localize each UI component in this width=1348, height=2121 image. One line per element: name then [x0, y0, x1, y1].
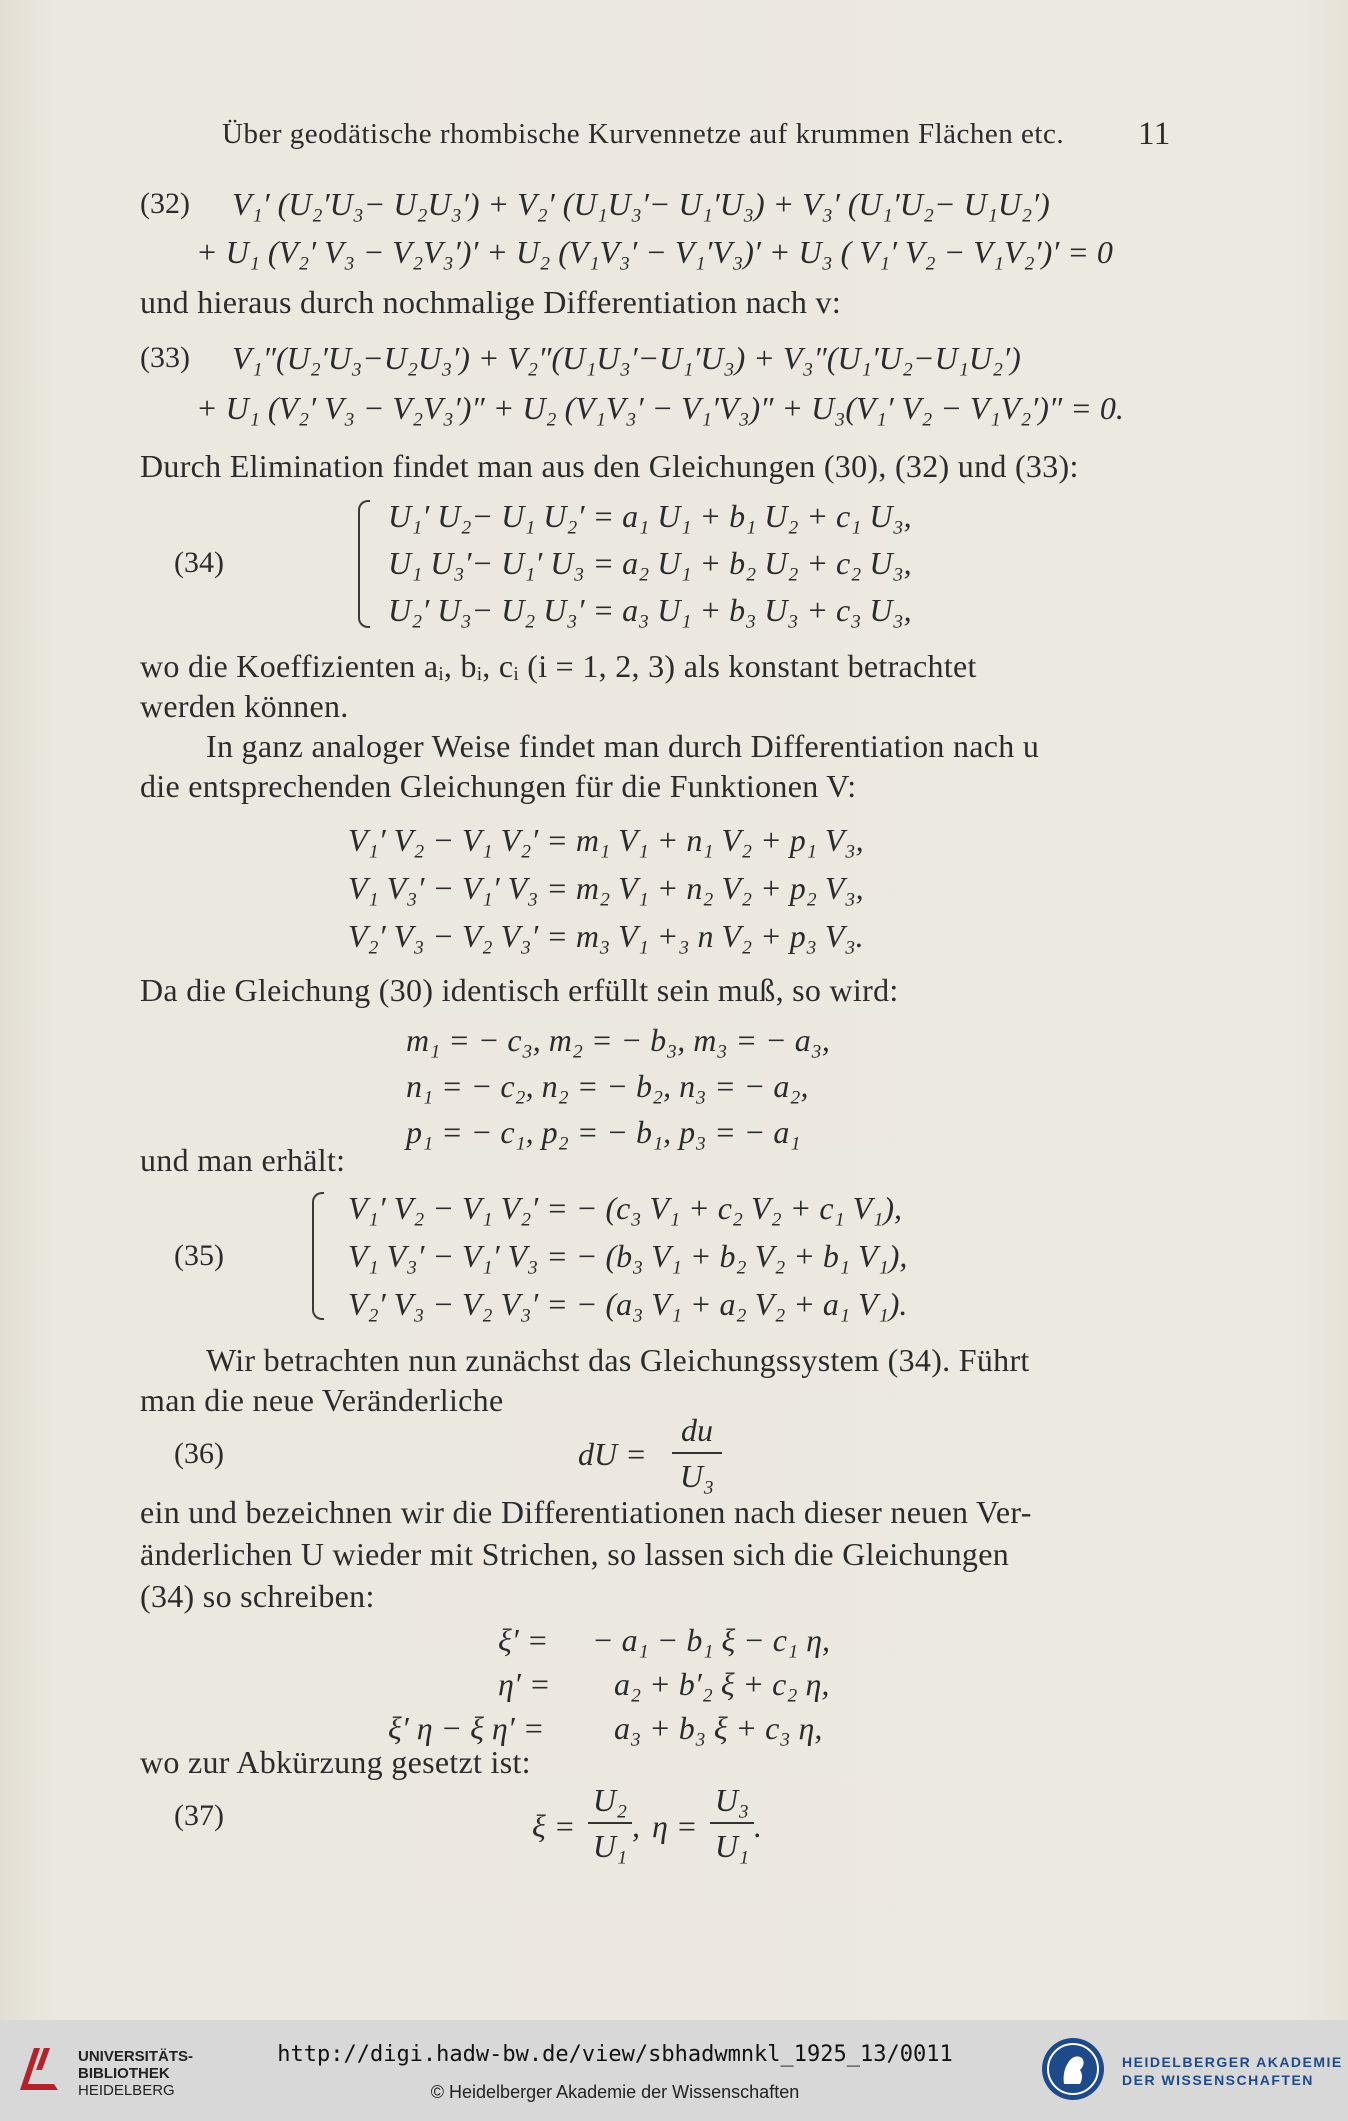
fraction-denominator: U₁: [592, 1828, 628, 1864]
paragraph-text: Da die Gleichung (30) identisch erfüllt sein muß, so wird:: [140, 972, 899, 1008]
equation-mnp-row-2: n₁ = − c₂, n₂ = − b₂, n₃ = − a₂,: [406, 1068, 809, 1104]
page-number: 11: [1138, 116, 1171, 152]
library-name-line: UNIVERSITÄTS-: [78, 2048, 194, 2065]
equation-xi-row-2-lhs: η′ =: [498, 1666, 551, 1702]
paragraph-text: und man erhält:: [140, 1142, 346, 1178]
paragraph-text: die entsprechenden Gleichungen für die Funktionen V:: [140, 768, 857, 804]
running-title: Über geodätische rhombische Kurvennetze auf krummen Flächen etc.: [222, 118, 1065, 150]
equation-35-row-3: V₂′ V₃ − V₂ V₃′ = − (a₃ V₁ + a₂ V₂ + a₁ V₁).: [348, 1286, 908, 1322]
paragraph-text: (34) so schreiben:: [140, 1578, 375, 1614]
paragraph-text: Durch Elimination findet man aus den Gleichungen (30), (32) und (33):: [140, 448, 1079, 484]
fraction-numerator: U₂: [592, 1782, 628, 1818]
university-library-logo-icon: [14, 2040, 66, 2098]
equation-37-end: .: [754, 1808, 762, 1844]
fraction-denominator: U₁: [714, 1828, 750, 1864]
equation-xi-row-2-rhs: a₂ + b′₂ ξ + c₂ η,: [614, 1666, 830, 1702]
university-library-name: [78, 2048, 193, 2099]
academy-name: [1122, 2053, 1343, 2089]
equation-number-37: (37): [174, 1799, 224, 1832]
equation-xi-row-1-rhs: − a₁ − b₁ ξ − c₁ η,: [592, 1622, 830, 1658]
equation-32-line-1: V₁′ (U₂′U₃− U₂U₃′) + V₂′ (U₁U₃′− U₁′U₃) + V₃′ (U₁′U₂− U₁U₂′): [232, 186, 1050, 222]
fraction-bar: [710, 1822, 754, 1824]
equation-xi-row-1-lhs: ξ′ =: [498, 1622, 549, 1658]
paragraph-text: Wir betrachten nun zunächst das Gleichungssystem (34). Führt: [206, 1342, 1030, 1378]
paragraph-text: In ganz analoger Weise findet man durch Differentiation nach u: [206, 728, 1040, 764]
equation-36-fraction: [672, 1410, 722, 1496]
equation-37-separator: ,: [632, 1808, 640, 1844]
equation-number-35: (35): [174, 1239, 224, 1272]
paragraph-text: wo zur Abkürzung gesetzt ist:: [140, 1744, 531, 1780]
copyright-notice: © Heidelberger Akademie der Wissenschaften: [430, 2082, 800, 2102]
paragraph-text: werden können.: [140, 688, 349, 724]
library-name-line: HEIDELBERG: [78, 2082, 175, 2099]
equation-37-xi: ξ =: [532, 1808, 576, 1844]
equation-37-xi-fraction: [588, 1780, 632, 1866]
fraction-denominator: U₃: [679, 1458, 715, 1494]
equation-34-row-2: U₁ U₃′− U₁′ U₃ = a₂ U₁ + b₂ U₂ + c₂ U₃,: [388, 545, 912, 581]
equation-33-line-2: + U₁ (V₂′ V₃ − V₂V₃′)″ + U₂ (V₁V₃′ − V₁′V₃)″ + U₃(V₁′ V₂ − V₁V₂′)″ = 0.: [196, 390, 1124, 426]
paragraph-text: änderlichen U wieder mit Strichen, so lassen sich die Gleichungen: [140, 1536, 1010, 1572]
academy-name-line: HEIDELBERGER AKADEMIE: [1122, 2054, 1343, 2070]
paragraph-text: wo die Koeffizienten aᵢ, bᵢ, cᵢ (i = 1, 2, 3) als konstant betrachtet: [140, 648, 977, 684]
library-name-line: BIBLIOTHEK: [78, 2065, 170, 2082]
equation-v-row-2: V₁ V₃′ − V₁′ V₃ = m₂ V₁ + n₂ V₂ + p₂ V₃,: [348, 870, 864, 906]
footer-bar: [0, 2020, 1348, 2121]
left-brace: [312, 1192, 324, 1320]
fraction-numerator: U₃: [714, 1782, 750, 1818]
equation-35-row-1: V₁′ V₂ − V₁ V₂′ = − (c₃ V₁ + c₂ V₂ + c₁ V₁),: [348, 1190, 902, 1226]
equation-37-eta-fraction: [710, 1780, 754, 1866]
equation-number-36: (36): [174, 1437, 224, 1470]
paragraph-text: ein und bezeichnen wir die Differentiationen nach dieser neuen Ver-: [140, 1494, 1032, 1530]
equation-xi-row-3-rhs: a₃ + b₃ ξ + c₃ η,: [614, 1710, 823, 1746]
equation-mnp-row-3: p₁ = − c₁, p₂ = − b₁, p₃ = − a₁: [406, 1114, 801, 1150]
equation-33-line-1: V₁″(U₂′U₃−U₂U₃′) + V₂″(U₁U₃′−U₁′U₃) + V₃″(U₁′U₂−U₁U₂′): [232, 340, 1021, 376]
document-url-link[interactable]: http://digi.hadw-bw.de/view/sbhadwmnkl_1925_13/0011: [277, 2042, 953, 2067]
equation-36-lhs: dU =: [578, 1436, 647, 1472]
equation-35-row-2: V₁ V₃′ − V₁′ V₃ = − (b₃ V₁ + b₂ V₂ + b₁ V₁),: [348, 1238, 908, 1274]
fraction-numerator: du: [681, 1412, 713, 1448]
paragraph-text: man die neue Veränderliche: [140, 1382, 504, 1418]
fraction-bar: [588, 1822, 632, 1824]
equation-xi-row-3-lhs: ξ′ η − ξ η′ =: [388, 1710, 545, 1746]
academy-seal-icon: [1040, 2036, 1106, 2102]
equation-number-32: (32): [140, 187, 190, 220]
equation-34-row-1: U₁′ U₂− U₁ U₂′ = a₁ U₁ + b₁ U₂ + c₁ U₃,: [388, 498, 912, 534]
equation-32-line-2: + U₁ (V₂′ V₃ − V₂V₃′)′ + U₂ (V₁V₃′ − V₁′V₃)′ + U₃ ( V₁′ V₂ − V₁V₂′)′ = 0: [196, 234, 1113, 270]
paragraph-text: und hieraus durch nochmalige Differentiation nach v:: [140, 284, 842, 320]
equation-34-row-3: U₂′ U₃− U₂ U₃′ = a₃ U₁ + b₃ U₃ + c₃ U₃,: [388, 592, 912, 628]
fraction-bar: [672, 1452, 722, 1454]
equation-mnp-row-1: m₁ = − c₃, m₂ = − b₃, m₃ = − a₃,: [406, 1022, 830, 1058]
equation-v-row-1: V₁′ V₂ − V₁ V₂′ = m₁ V₁ + n₁ V₂ + p₁ V₃,: [348, 822, 864, 858]
equation-number-34: (34): [174, 546, 224, 579]
equation-number-33: (33): [140, 341, 190, 374]
academy-name-line: DER WISSENSCHAFTEN: [1122, 2072, 1314, 2088]
equation-37-eta: η =: [652, 1808, 698, 1844]
equation-v-row-3: V₂′ V₃ − V₂ V₃′ = m₃ V₁ +₃ n V₂ + p₃ V₃.: [348, 918, 864, 954]
left-brace: [358, 500, 370, 628]
